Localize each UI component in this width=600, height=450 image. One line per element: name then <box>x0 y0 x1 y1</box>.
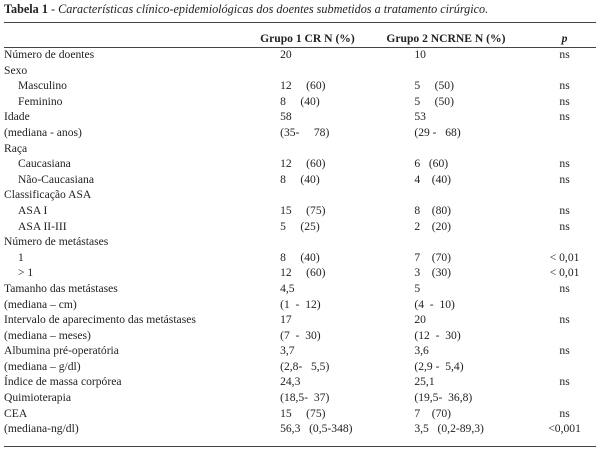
p-value <box>533 63 596 79</box>
table-caption <box>4 2 600 17</box>
group-1-value: (2,8- 5,5) <box>280 359 330 373</box>
group-2-value: 6 (60) <box>414 157 449 171</box>
row-label: Número de metástases <box>4 235 109 249</box>
p-value: < 0,01 <box>549 250 580 264</box>
table-row <box>4 297 596 313</box>
table-row <box>4 63 596 79</box>
row-label: Albumina pré-operatória <box>4 344 119 358</box>
table-row <box>4 187 596 203</box>
group-1-value <box>260 141 386 157</box>
group-2-value: 5 (50) <box>414 79 454 93</box>
table-caption-label: Tabela 1 <box>4 2 48 16</box>
group-1-value <box>260 234 386 250</box>
table-row <box>4 234 596 250</box>
group-2-value: 5 (50) <box>414 94 454 108</box>
row-label: Raça <box>4 141 28 155</box>
row-label: Masculino <box>18 79 67 93</box>
table-row <box>4 374 596 390</box>
p-value: ns <box>559 406 570 420</box>
p-value: < 0,01 <box>549 266 580 280</box>
table-row <box>4 125 596 141</box>
table-row <box>4 94 596 110</box>
row-label: (mediana – g/dl) <box>4 359 81 373</box>
group-2-value: 2 (20) <box>414 219 452 233</box>
p-value <box>533 390 596 406</box>
row-label: 1 <box>18 250 24 264</box>
table-caption-text: Características clínico-epidemiológicas dos doentes submetidos a tratamento cirúrgico. <box>58 2 489 16</box>
group-2-value: 3 (30) <box>414 266 452 280</box>
group-2-value <box>386 63 533 79</box>
data-table <box>4 30 596 437</box>
group-1-value: 5 (25) <box>280 219 320 233</box>
group-1-value <box>260 187 386 203</box>
bottom-rule <box>4 446 596 447</box>
group-1-value: (1 - 12) <box>280 297 321 311</box>
row-label: Intervalo de aparecimento das metástases <box>4 313 196 327</box>
table-caption-separator: - <box>47 2 59 16</box>
group-1-value: 3,7 <box>280 344 295 358</box>
group-2-value: (29 - 68) <box>414 125 461 139</box>
table-row <box>4 172 596 188</box>
p-value <box>533 328 596 344</box>
table-row <box>4 328 596 344</box>
group-2-value: (12 - 30) <box>414 328 461 342</box>
p-value: <0,001 <box>548 422 581 436</box>
group-1-value: 15 (75) <box>280 203 326 217</box>
p-value: ns <box>559 157 570 171</box>
group-1-value: 56,3 (0,5-348) <box>280 422 353 436</box>
table-row <box>4 406 596 422</box>
row-label: Idade <box>4 110 30 124</box>
table-row <box>4 343 596 359</box>
table-row <box>4 78 596 94</box>
group-2-value: (19,5- 36,8) <box>414 391 473 405</box>
group-2-value <box>386 141 533 157</box>
header-p-value: p <box>561 32 568 45</box>
table-row <box>4 359 596 375</box>
group-1-value: 17 <box>280 313 292 327</box>
group-1-value: (7 - 30) <box>280 328 321 342</box>
group-1-value: 12 (60) <box>280 157 326 171</box>
group-1-value: 58 <box>280 110 292 124</box>
table-row <box>4 281 596 297</box>
group-1-value <box>260 63 386 79</box>
group-1-value: (18,5- 37) <box>280 391 330 405</box>
group-1-value: 24,3 <box>280 375 301 389</box>
row-label: (mediana – cm) <box>4 297 77 311</box>
row-label: Não-Caucasiana <box>18 172 94 186</box>
table-row <box>4 109 596 125</box>
p-value: ns <box>559 281 570 295</box>
group-2-value <box>386 187 533 203</box>
table-body <box>4 47 596 437</box>
table-row <box>4 265 596 281</box>
header-row <box>4 30 596 47</box>
p-value: ns <box>559 94 570 108</box>
p-value: ns <box>559 219 570 233</box>
header-label-column <box>4 30 260 47</box>
table-row <box>4 203 596 219</box>
group-2-value <box>386 234 533 250</box>
row-label: ASA II-III <box>18 219 67 233</box>
p-value: ns <box>559 203 570 217</box>
group-2-value: (4 - 10) <box>414 297 455 311</box>
p-value <box>533 125 596 141</box>
header-group-1: Grupo 1 CR N (%) <box>260 32 355 45</box>
group-2-value: 25,1 <box>414 375 435 389</box>
group-1-value: 8 (40) <box>280 172 320 186</box>
group-2-value: 5 <box>414 281 421 295</box>
table-row <box>4 312 596 328</box>
row-label: CEA <box>4 406 28 420</box>
p-value: ns <box>559 172 570 186</box>
row-label: ASA I <box>18 203 48 217</box>
row-label: Caucasiana <box>18 157 71 171</box>
p-value: ns <box>559 110 570 124</box>
row-label: Sexo <box>4 63 28 77</box>
table-row <box>4 219 596 235</box>
p-value: ns <box>559 48 570 61</box>
p-value: ns <box>559 313 570 327</box>
table-row <box>4 390 596 406</box>
group-2-value: 8 (80) <box>414 203 452 217</box>
group-1-value: 4,5 <box>280 281 295 295</box>
group-2-value: 7 (70) <box>414 406 452 420</box>
group-1-value: 12 (60) <box>280 79 326 93</box>
p-value: ns <box>559 79 570 93</box>
row-label: Quimioterapia <box>4 391 71 405</box>
group-2-value: 53 <box>414 110 426 124</box>
p-value <box>533 359 596 375</box>
table-row <box>4 250 596 266</box>
top-rule <box>4 22 596 23</box>
group-2-value: 10 <box>414 48 426 61</box>
p-value: ns <box>559 344 570 358</box>
p-value <box>533 234 596 250</box>
group-1-value: 20 <box>280 48 292 61</box>
group-1-value: 12 (60) <box>280 266 326 280</box>
group-1-value: (35- 78) <box>280 125 330 139</box>
row-label: Índice de massa corpórea <box>4 375 122 389</box>
row-label: > 1 <box>18 266 34 280</box>
group-2-value: 3,6 <box>414 344 429 358</box>
p-value <box>533 141 596 157</box>
row-label: (mediana-ng/dl) <box>4 422 79 436</box>
header-group-2: Grupo 2 NCRNE N (%) <box>386 32 506 45</box>
row-label: Número de doentes <box>4 48 95 61</box>
p-value: ns <box>559 375 570 389</box>
group-1-value: 8 (40) <box>280 250 320 264</box>
group-1-value: 15 (75) <box>280 406 326 420</box>
table-row <box>4 141 596 157</box>
group-2-value: 7 (70) <box>414 250 452 264</box>
table-row <box>4 156 596 172</box>
row-label: Classificação ASA <box>4 188 92 202</box>
row-label: Feminino <box>18 94 63 108</box>
group-2-value: 3,5 (0,2-89,3) <box>414 422 484 436</box>
table-row <box>4 47 596 63</box>
group-2-value: 4 (40) <box>414 172 452 186</box>
row-label: Tamanho das metástases <box>4 281 118 295</box>
p-value <box>533 297 596 313</box>
table-row <box>4 421 596 437</box>
row-label: (mediana - anos) <box>4 125 82 139</box>
group-2-value: 20 <box>414 313 426 327</box>
p-value <box>533 187 596 203</box>
group-2-value: (2,9 - 5,4) <box>414 359 464 373</box>
group-1-value: 8 (40) <box>280 94 320 108</box>
row-label: (mediana – meses) <box>4 328 91 342</box>
